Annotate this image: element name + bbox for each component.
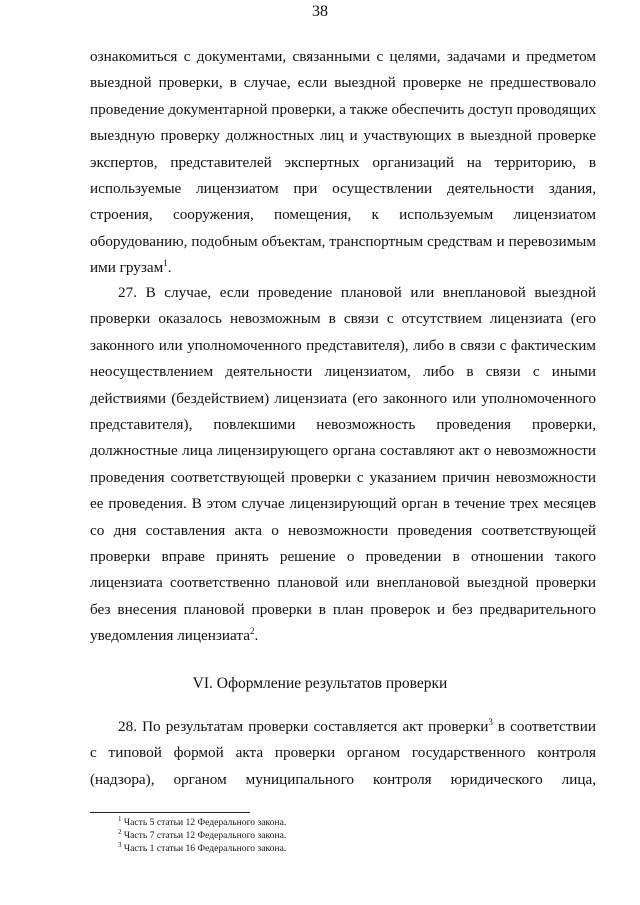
text-line: проверки вправе принять решение о проведении в отношении такого — [90, 548, 596, 566]
footnote — [118, 829, 286, 842]
text-line: используемые лицензиатом при осуществлении деятельности здания, — [90, 180, 596, 198]
page-number: 38 — [312, 3, 328, 20]
text-line: ознакомиться с документами, связанными с целями, задачами и предметом — [90, 48, 596, 65]
text-line-content: уведомления лицензиата — [90, 627, 250, 645]
text-line: действиями (бездействием) лицензиата (его законного или уполномоченного — [90, 389, 596, 407]
text-line: представителя), повлекшими невозможность проведения проверки, — [90, 416, 596, 434]
section-heading: VI. Оформление результатов проверки — [192, 675, 448, 692]
text-line-content: ими грузам — [90, 259, 164, 277]
text-line: (надзора), органом муниципального контроля юридического лица, — [90, 770, 596, 788]
text-line: лицензиата соответственно плановой или внеплановой выездной проверки — [90, 574, 596, 592]
text-line: 27. В случае, если проведение плановой или внеплановой выездной — [118, 284, 596, 301]
footnote-text: Часть 7 статьи 12 Федерального закона. — [123, 830, 287, 841]
text-line: проверки оказалось невозможным в связи с отсутствием лицензиата (его — [90, 310, 596, 328]
text-line: экспертов, представителей экспертных организаций на территорию, в — [90, 153, 596, 171]
paragraph-27 — [90, 280, 596, 650]
text-line: уведомления лицензиата$^2$. — [90, 626, 259, 645]
footnote-number: 1 — [118, 814, 122, 823]
text-line: оборудованию, подобным объектам, транспортным средствам и перевозимым — [90, 232, 596, 250]
text-line — [90, 714, 596, 740]
footnote — [118, 842, 286, 855]
footnote-divider — [90, 812, 250, 813]
text-line: со дня составления акта о невозможности проведения соответствующей — [90, 521, 596, 539]
footnote-text: Часть 5 статьи 12 Федерального закона. — [123, 817, 287, 828]
text-line: проведение документарной проверки, а также обеспечить доступ проводящих — [90, 100, 597, 118]
text-line: должностные лица лицензирующего органа составляют акт о невозможности — [90, 442, 596, 460]
footnote-ref: 1 — [163, 258, 168, 269]
text-line: ими грузам$^1$. — [90, 258, 172, 277]
footnote-ref: 3 — [488, 716, 493, 727]
text-line-content: 28. По результатам проверки составляется акт проверки — [118, 718, 489, 735]
text-line-content: в соответствии — [492, 718, 596, 735]
text-line: с типовой формой акта проверки органом государственного контроля — [90, 744, 596, 762]
text-line: неосуществлением деятельности лицензиатом, либо в связи с иными — [90, 363, 596, 381]
text-line: выездной проверки, в случае, если выездной проверке не предшествовало — [90, 74, 596, 92]
text-line: законного или уполномоченного представителя), либо в связи с фактическим — [90, 336, 596, 354]
text-line: без внесения плановой проверки в план проверок и без предварительного — [90, 600, 596, 618]
footnotes — [118, 816, 286, 855]
paragraph-continuation — [90, 44, 596, 282]
paragraph-28 — [90, 714, 596, 793]
footnote-text: Часть 1 статьи 16 Федерального закона. — [123, 843, 287, 854]
text-line: проведения соответствующей проверки с указанием причин невозможности — [90, 468, 596, 486]
text-line: ее проведения. В этом случае лицензирующий орган в течение трех месяцев — [90, 495, 596, 513]
text-line: выездную проверку должностных лиц и участвующих в выездной проверке — [90, 127, 596, 145]
footnote-number: 2 — [118, 827, 122, 836]
text-line: строения, сооружения, помещения, к используемым лицензиатом — [90, 206, 596, 224]
footnote — [118, 816, 286, 829]
footnote-ref: 2 — [249, 626, 255, 637]
footnote-number: 3 — [118, 840, 122, 849]
